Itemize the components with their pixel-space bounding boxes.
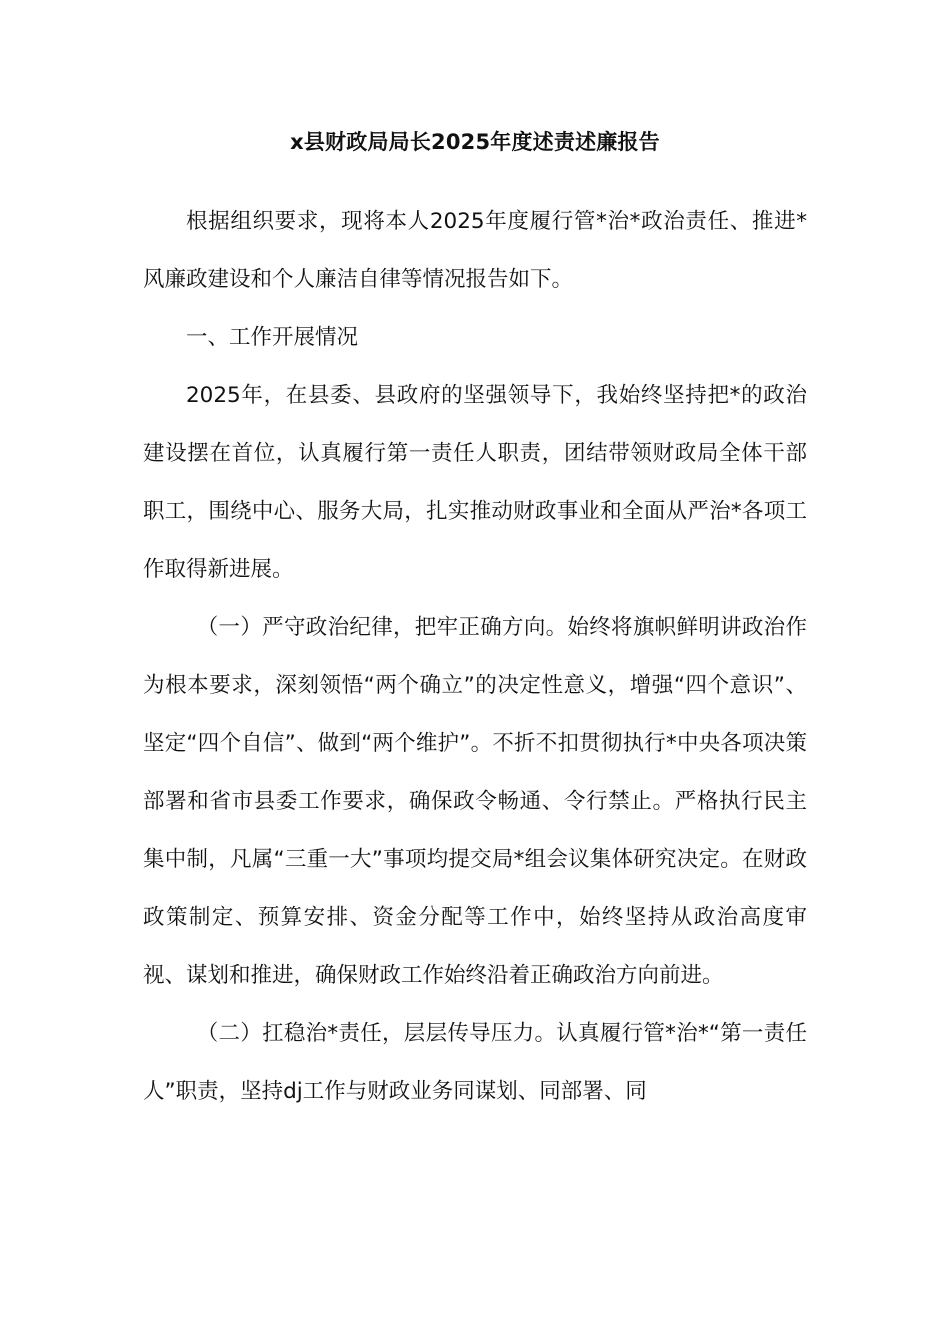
intro-paragraph: 根据组织要求，现将本人2025年度履行管*治*政治责任、推进*风廉政建设和个人廉洁自律等情况报告如下。	[143, 209, 807, 292]
document-body	[143, 193, 807, 1121]
section-heading: 一、工作开展情况	[186, 325, 359, 350]
subsection-1-paragraph: （一）严守政治纪律，把牢正确方向。始终将旗帜鲜明讲政治作为根本要求，深刻领悟“两个确立”的决定性意义，增强“四个意识”、坚定“四个自信”、做到“两个维护”。不折不扣贯彻执行*中央各项决策部署和省市县委工作要求，确保政令畅通、令行禁止。严格执行民主集中制，凡属“三重一大”事项均提交局*组会议集体研究决定。在财政政策制定、预算安排、资金分配等工作中，始终坚持从政治高度审视、谋划和推进，确保财政工作始终沿着正确政治方向前进。	[143, 615, 807, 988]
document-title: x县财政局局长2025年度述责述廉报告	[290, 130, 660, 154]
section-intro-paragraph: 2025年，在县委、县政府的坚强领导下，我始终坚持把*的政治建设摆在首位，认真履行第一责任人职责，团结带领财政局全体干部职工，围绕中心、服务大局，扎实推动财政事业和全面从严治*各项工作取得新进展。	[143, 383, 807, 582]
subsection-2-paragraph: （二）扛稳治*责任，层层传导压力。认真履行管*治*“第一责任人”职责，坚持dj工作与财政业务同谋划、同部署、同	[143, 1021, 807, 1104]
